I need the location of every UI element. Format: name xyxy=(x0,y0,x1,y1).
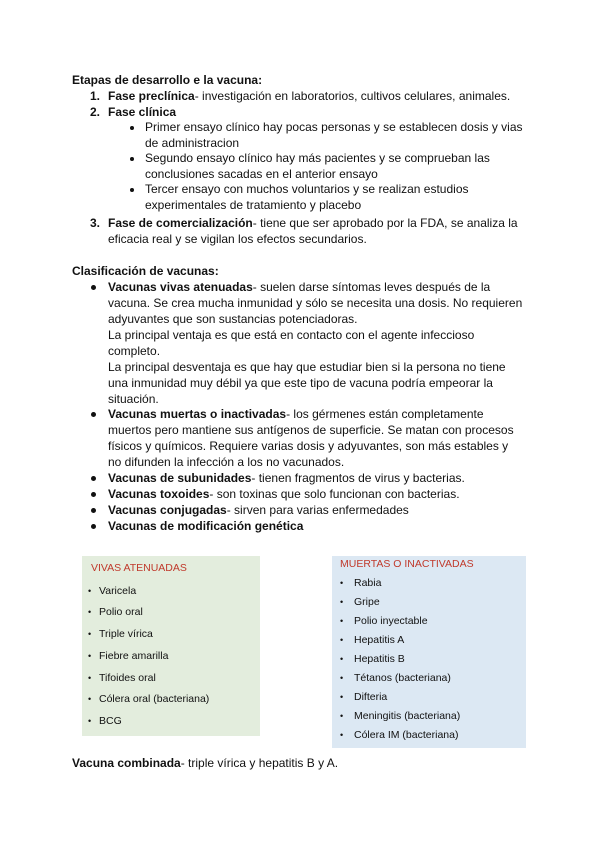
bullet-icon xyxy=(91,476,96,481)
box-item: Polio inyectable xyxy=(354,615,428,627)
subunidades-text: - tienen fragmentos de virus y bacterias. xyxy=(251,471,465,485)
vivas-line: La principal ventaja es que está en contacto con el agente infeccioso xyxy=(108,328,475,342)
toxoides-bold: Vacunas toxoides xyxy=(108,487,210,501)
box-item: Tétanos (bacteriana) xyxy=(354,672,451,684)
bullet-icon: • xyxy=(88,586,92,596)
etapa-number: 1. xyxy=(90,89,101,103)
ensayo-line: de administracion xyxy=(145,136,240,150)
etapa-text: - tiene que ser aprobado por la FDA, se analiza la xyxy=(252,216,518,230)
box-title: VIVAS ATENUADAS xyxy=(91,562,187,574)
bullet-icon xyxy=(91,412,96,417)
bullet-icon xyxy=(130,126,134,130)
muertas-line: - los gérmenes están completamente xyxy=(286,407,484,421)
toxoides-item xyxy=(108,486,460,502)
bullet-icon xyxy=(91,524,96,529)
muertas-item xyxy=(108,406,484,422)
bullet-icon xyxy=(91,508,96,513)
bullet-icon xyxy=(91,285,96,290)
etapa-bold: Fase clínica xyxy=(108,105,177,119)
vivas-line: situación. xyxy=(108,392,159,406)
vivas-line: una inmunidad muy débil ya que este tipo de vacuna podría empeorar la xyxy=(108,376,493,390)
box-item: Polio oral xyxy=(99,606,143,618)
etapa-text-line2: eficacia real y se vigilan los efectos secundarios. xyxy=(108,232,367,246)
conjugadas-text: - sirven para varias enfermedades xyxy=(226,503,409,517)
modificacion-item: Vacunas de modificación genética xyxy=(108,519,304,533)
bullet-icon: • xyxy=(88,607,92,617)
bullet-icon: • xyxy=(340,578,344,588)
subunidades-item xyxy=(108,470,465,486)
vivas-item xyxy=(108,279,490,295)
muertas-line: físicos y químicos. Requiere varias dosis y adyuvantes, son más estables y xyxy=(108,439,509,453)
vivas-line: completo. xyxy=(108,344,161,358)
muertas-line: no difunden la infección a los no vacunados. xyxy=(108,455,345,469)
box-item: Cólera IM (bacteriana) xyxy=(354,729,459,741)
combinada-line xyxy=(72,755,338,771)
ensayo-line: conclusiones sacadas en el anterior ensayo xyxy=(145,167,378,181)
box-item: Difteria xyxy=(354,691,388,703)
box-item: Varicela xyxy=(99,585,137,597)
box-item: Fiebre amarilla xyxy=(99,650,169,662)
box-item: Triple vírica xyxy=(99,628,153,640)
etapa-text: - investigación en laboratorios, cultivos celulares, animales. xyxy=(194,89,511,103)
muertas-line: muertos pero mantiene sus antígenos de superficie. Se matan con procesos xyxy=(108,423,514,437)
bullet-icon: • xyxy=(340,597,344,607)
conjugadas-bold: Vacunas conjugadas xyxy=(108,503,227,517)
bullet-icon: • xyxy=(88,694,92,704)
ensayo-line: Segundo ensayo clínico hay más pacientes y se comprueban las xyxy=(145,151,490,165)
etapas-heading: Etapas de desarrollo e la vacuna: xyxy=(72,73,263,87)
box-title: MUERTAS O INACTIVADAS xyxy=(340,558,474,570)
conjugadas-item xyxy=(108,502,409,518)
bullet-icon xyxy=(91,492,96,497)
box-item: Meningitis (bacteriana) xyxy=(354,710,461,722)
vivas-line: adyuvantes que son sustancias potenciadoras. xyxy=(108,312,358,326)
box-item: Hepatitis B xyxy=(354,653,405,665)
box-item: Rabia xyxy=(354,577,382,589)
box-item: Tifoides oral xyxy=(99,672,156,684)
combinada-text: - triple vírica y hepatitis B y A. xyxy=(180,756,339,770)
bullet-icon: • xyxy=(340,711,344,721)
subunidades-bold: Vacunas de subunidades xyxy=(108,471,252,485)
etapa-item xyxy=(108,104,176,120)
muertas-bold: Vacunas muertas o inactivadas xyxy=(108,407,287,421)
bullet-icon: • xyxy=(88,716,92,726)
bullet-icon xyxy=(130,157,134,161)
box-item: BCG xyxy=(99,715,122,727)
bullet-icon: • xyxy=(340,730,344,740)
box-item: Cólera oral (bacteriana) xyxy=(99,693,210,705)
ensayo-line: Primer ensayo clínico hay pocas personas y se establecen dosis y vias xyxy=(145,120,523,134)
bullet-icon: • xyxy=(340,654,344,664)
bullet-icon: • xyxy=(340,635,344,645)
vivas-line: La principal desventaja es que hay que estudiar bien si la persona no tiene xyxy=(108,360,506,374)
bullet-icon: • xyxy=(340,692,344,702)
combinada-bold: Vacuna combinada xyxy=(72,756,181,770)
etapa-number: 2. xyxy=(90,105,101,119)
vivas-line: - suelen darse síntomas leves después de la xyxy=(252,280,491,294)
muertas-inactivadas-box xyxy=(332,556,526,748)
bullet-icon: • xyxy=(88,673,92,683)
toxoides-text: - son toxinas que solo funcionan con bacterias. xyxy=(209,487,460,501)
etapa-bold: Fase de comercialización xyxy=(108,216,253,230)
vivas-bold: Vacunas vivas atenuadas xyxy=(108,280,253,294)
bullet-icon: • xyxy=(88,629,92,639)
bullet-icon: • xyxy=(340,673,344,683)
vivas-atenuadas-box xyxy=(82,556,260,736)
box-item: Hepatitis A xyxy=(354,634,405,646)
bullet-icon xyxy=(130,188,134,192)
bullet-icon: • xyxy=(88,651,92,661)
ensayo-line: experimentales de tratamiento y placebo xyxy=(145,198,362,212)
etapa-item xyxy=(108,215,518,231)
etapa-bold: Fase preclínica xyxy=(108,89,195,103)
etapa-item xyxy=(108,88,510,104)
box-item: Gripe xyxy=(354,596,380,608)
ensayo-line: Tercer ensayo con muchos voluntarios y se realizan estudios xyxy=(145,182,469,196)
bullet-icon: • xyxy=(340,616,344,626)
vivas-line: vacuna. Se crea mucha inmunidad y sólo se necesita una dosis. No requieren xyxy=(108,296,523,310)
etapa-number: 3. xyxy=(90,216,101,230)
clasificacion-heading: Clasificación de vacunas: xyxy=(72,264,219,278)
